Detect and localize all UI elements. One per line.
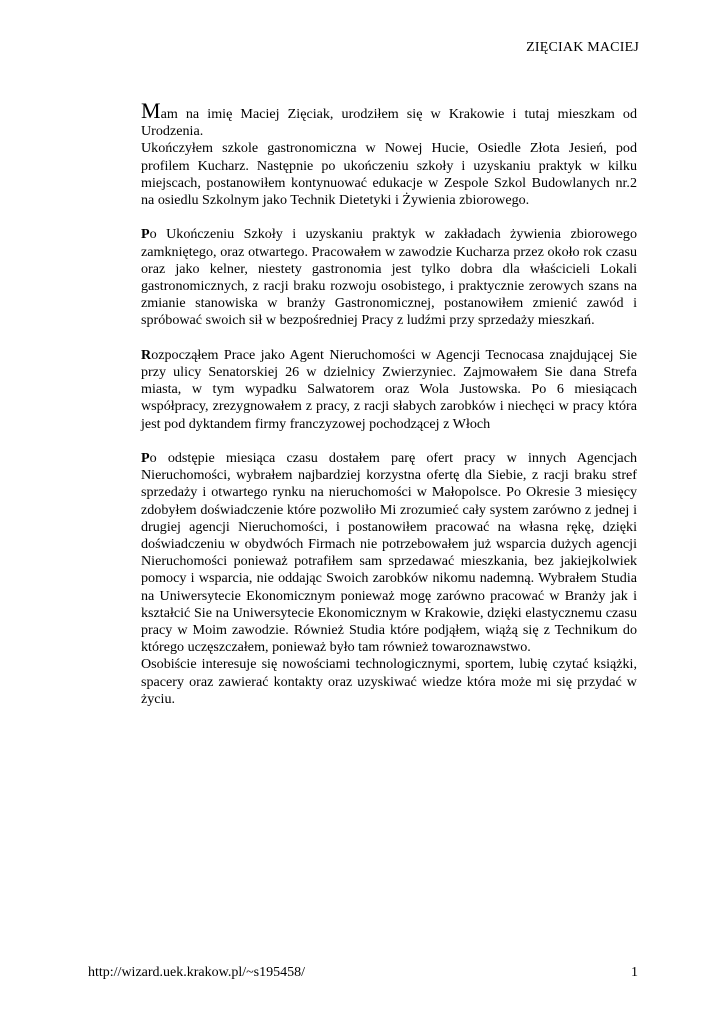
paragraph-text: am na imię Maciej Zięciak, urodziłem się w Krakowie i tutaj mieszkam od Urodzenia.	[141, 106, 637, 140]
bold-initial: R	[141, 346, 152, 363]
page-number: 1	[631, 965, 638, 980]
page-header-author: ZIĘCIAK MACIEJ	[526, 40, 639, 55]
paragraph-agent-career	[141, 347, 637, 433]
bold-initial: P	[141, 450, 150, 467]
paragraph-independent-career	[141, 450, 637, 656]
drop-initial: M	[141, 98, 161, 123]
bold-initial: P	[141, 226, 150, 243]
paragraph-intro	[141, 98, 637, 140]
document-body	[141, 98, 637, 708]
paragraph-text: o Ukończeniu Szkoły i uzyskaniu praktyk w zakładach żywienia zbiorowego zamkniętego, oraz otwartego. Pracowałem w zawodzie Kucharza przez około rok czasu oraz jako kelner, niestety gastronomia jest tylko dobra dla właścicieli Lokali gastronomicznych, z racji braku rozwoju osobistego, i praktycznie zerowych szans na zmianie stanowiska w branży Gastronomicznej, postanowiłem zmienić zawód i spróbować swoich sił w bezpośredniej Pracy z ludźmi przy sprzedaży mieszkań.	[141, 226, 637, 329]
paragraph-text: ozpocząłem Prace jako Agent Nieruchomości w Agencji Tecnocasa znajdującej Sie przy ulicy Senatorskiej 26 w dzielnicy Zwierzyniec. Zajmowałem Sie dana Strefa miasta, w tym wypadku Salwatorem oraz Wola Justowska. Po 6 miesiącach współpracy, zrezygnowałem z pracy, z racji słabych zarobków i niechęci w pracy która jest pod dyktandem firmy franczyzowej pochodzącej z Włoch	[141, 346, 637, 432]
paragraph-interests: Osobiście interesuje się nowościami technologicznymi, sportem, lubię czytać książki, spacery oraz zawierać kontakty oraz uzyskiwać wiedze która może mi się przydać w życiu.	[141, 656, 637, 707]
paragraph-education: Ukończyłem szkole gastronomiczna w Nowej Hucie, Osiedle Złota Jesień, pod profilem Kucharz. Następnie po ukończeniu szkoły i uzyskaniu praktyk w kilku miejscach, postanowiłem kontynuować edukacje w Zespole Szkol Budowlanych nr.2 na osiedlu Szkolnym jako Technik Dietetyki i Żywienia zbiorowego.	[141, 140, 637, 209]
footer-url-link[interactable]: http://wizard.uek.krakow.pl/~s195458/	[88, 965, 306, 980]
paragraph-cook-career	[141, 226, 637, 329]
paragraph-text: o odstępie miesiąca czasu dostałem parę ofert pracy w innych Agencjach Nieruchomości, wybrałem najbardziej korzystna ofertę dla Siebie, z racji braku stref sprzedaży i otwartego rynku na nieruchomości w Małopolsce. Po Okresie 3 miesięcy zdobyłem doświadczenie które pozwoliło Mi zrozumieć cały system zarówno z jednej i drugiej agencji Nieruchomości, i postanowiłem pracować na własna rękę, dzięki doświadczeniu w obydwóch Firmach nie potrzebowałem już wsparcia dużych agencji Nieruchomości ponieważ potrafiłem sam sprzedawać mieszkania, bez jakiejkolwiek pomocy i wsparcia, nie oddając Swoich zarobków nikomu nademną. Wybrałem Studia na Uniwersytecie Ekonomicznym ponieważ mogę zarówno pracować w Branży jak i kształcić Sie na Uniwersytecie Ekonomicznym w Krakowie, dzięki elastycznemu czasu pracy w Moim zawodzie. Również Studia które podjąłem, wiążą się z Technikum do którego uczęszczałem, ponieważ było tam również towaroznawstwo.	[141, 450, 637, 656]
